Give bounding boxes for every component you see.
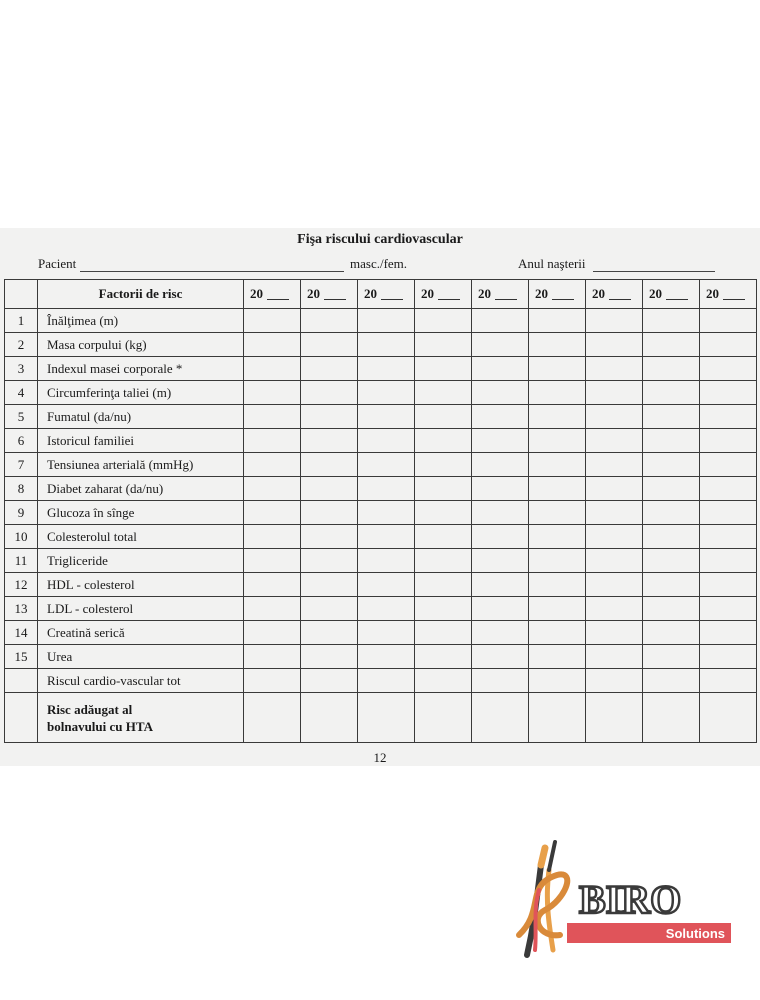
- value-cell[interactable]: [472, 597, 529, 621]
- table-row: [5, 693, 757, 743]
- table-row: [5, 405, 757, 429]
- value-cell[interactable]: [244, 525, 301, 549]
- value-cell[interactable]: [301, 501, 358, 525]
- value-cell[interactable]: [415, 573, 472, 597]
- value-cell[interactable]: [529, 621, 586, 645]
- value-cell[interactable]: [244, 405, 301, 429]
- value-cell[interactable]: [415, 525, 472, 549]
- value-cell[interactable]: [244, 693, 301, 743]
- row-number: 5: [5, 405, 38, 429]
- value-cell[interactable]: [529, 453, 586, 477]
- value-cell[interactable]: [472, 357, 529, 381]
- risk-factor-label: Istoricul familiei: [38, 429, 244, 453]
- risk-factor-label: Circumferinţa taliei (m): [38, 381, 244, 405]
- value-cell[interactable]: [301, 309, 358, 333]
- value-cell[interactable]: [415, 549, 472, 573]
- value-cell[interactable]: [700, 669, 757, 693]
- value-cell[interactable]: [529, 357, 586, 381]
- value-cell[interactable]: [301, 573, 358, 597]
- value-cell[interactable]: [472, 621, 529, 645]
- value-cell[interactable]: [586, 405, 643, 429]
- value-cell[interactable]: [472, 525, 529, 549]
- table-row: [5, 597, 757, 621]
- value-cell[interactable]: [700, 645, 757, 669]
- value-cell[interactable]: [415, 309, 472, 333]
- value-cell[interactable]: [700, 453, 757, 477]
- risk-factor-label: Fumatul (da/nu): [38, 405, 244, 429]
- value-cell[interactable]: [301, 525, 358, 549]
- value-cell[interactable]: [472, 669, 529, 693]
- value-cell[interactable]: [301, 453, 358, 477]
- value-cell[interactable]: [700, 597, 757, 621]
- table-header-row: [5, 280, 757, 309]
- value-cell[interactable]: [358, 477, 415, 501]
- row-number: 3: [5, 357, 38, 381]
- value-cell[interactable]: [415, 405, 472, 429]
- value-cell[interactable]: [301, 549, 358, 573]
- table-row: [5, 357, 757, 381]
- year-blank-line: [666, 299, 688, 300]
- value-cell[interactable]: [586, 309, 643, 333]
- value-cell[interactable]: [472, 381, 529, 405]
- row-number: 4: [5, 381, 38, 405]
- table-row: [5, 309, 757, 333]
- value-cell[interactable]: [301, 621, 358, 645]
- year-column-header: [472, 280, 529, 309]
- value-cell[interactable]: [586, 525, 643, 549]
- header-number-cell: [5, 280, 38, 309]
- value-cell[interactable]: [301, 429, 358, 453]
- value-cell[interactable]: [700, 429, 757, 453]
- value-cell[interactable]: [301, 645, 358, 669]
- factors-header: Factorii de risc: [38, 280, 244, 309]
- value-cell[interactable]: [415, 333, 472, 357]
- value-cell[interactable]: [415, 429, 472, 453]
- value-cell[interactable]: [358, 429, 415, 453]
- row-number: 15: [5, 645, 38, 669]
- value-cell[interactable]: [643, 477, 700, 501]
- value-cell[interactable]: [472, 429, 529, 453]
- value-cell[interactable]: [358, 525, 415, 549]
- value-cell[interactable]: [244, 669, 301, 693]
- value-cell[interactable]: [529, 645, 586, 669]
- value-cell[interactable]: [358, 381, 415, 405]
- value-cell[interactable]: [244, 621, 301, 645]
- value-cell[interactable]: [244, 429, 301, 453]
- row-number: 11: [5, 549, 38, 573]
- value-cell[interactable]: [643, 357, 700, 381]
- value-cell[interactable]: [643, 381, 700, 405]
- value-cell[interactable]: [358, 501, 415, 525]
- value-cell[interactable]: [415, 477, 472, 501]
- row-number: 14: [5, 621, 38, 645]
- year-blank-line: [609, 299, 631, 300]
- value-cell[interactable]: [586, 549, 643, 573]
- year-prefix: 20: [592, 286, 605, 301]
- year-column-header: [358, 280, 415, 309]
- value-cell[interactable]: [586, 453, 643, 477]
- year-column-header: [586, 280, 643, 309]
- value-cell[interactable]: [529, 597, 586, 621]
- value-cell[interactable]: [358, 645, 415, 669]
- logo-subtext: Solutions: [665, 926, 725, 941]
- risk-factor-label: Colesterolul total: [38, 525, 244, 549]
- value-cell[interactable]: [301, 477, 358, 501]
- value-cell[interactable]: [586, 501, 643, 525]
- patient-label: Pacient: [38, 256, 77, 271]
- value-cell[interactable]: [415, 645, 472, 669]
- hta-risk-label-line2: bolnavului cu HTA: [47, 718, 153, 734]
- value-cell[interactable]: [529, 693, 586, 743]
- risk-factor-label: Creatină serică: [38, 621, 244, 645]
- value-cell[interactable]: [358, 333, 415, 357]
- value-cell[interactable]: [301, 381, 358, 405]
- value-cell[interactable]: [643, 645, 700, 669]
- year-blank-line: [552, 299, 574, 300]
- row-number: 9: [5, 501, 38, 525]
- value-cell[interactable]: [643, 333, 700, 357]
- year-prefix: 20: [649, 286, 662, 301]
- value-cell[interactable]: [700, 309, 757, 333]
- value-cell[interactable]: [472, 309, 529, 333]
- value-cell[interactable]: [301, 357, 358, 381]
- table-row: [5, 549, 757, 573]
- year-column-header: [529, 280, 586, 309]
- value-cell[interactable]: [358, 573, 415, 597]
- table-row: [5, 333, 757, 357]
- year-blank-line: [438, 299, 460, 300]
- value-cell[interactable]: [700, 357, 757, 381]
- risk-factor-label: Indexul masei corporale *: [38, 357, 244, 381]
- value-cell[interactable]: [244, 453, 301, 477]
- value-cell[interactable]: [472, 549, 529, 573]
- value-cell[interactable]: [415, 693, 472, 743]
- value-cell[interactable]: [529, 429, 586, 453]
- value-cell[interactable]: [358, 357, 415, 381]
- risk-factor-label: HDL - colesterol: [38, 573, 244, 597]
- value-cell[interactable]: [643, 405, 700, 429]
- row-number: 6: [5, 429, 38, 453]
- value-cell[interactable]: [358, 597, 415, 621]
- value-cell[interactable]: [586, 693, 643, 743]
- value-cell[interactable]: [586, 645, 643, 669]
- value-cell[interactable]: [415, 621, 472, 645]
- risk-factor-label: Diabet zaharat (da/nu): [38, 477, 244, 501]
- value-cell[interactable]: [529, 525, 586, 549]
- table-row: [5, 429, 757, 453]
- value-cell[interactable]: [358, 693, 415, 743]
- row-number: [5, 693, 38, 743]
- value-cell[interactable]: [586, 381, 643, 405]
- birth-year-label: Anul naşterii: [518, 256, 586, 271]
- year-blank-line: [324, 299, 346, 300]
- value-cell[interactable]: [244, 309, 301, 333]
- table-row: [5, 669, 757, 693]
- risk-factor-label: Glucoza în sînge: [38, 501, 244, 525]
- risk-factor-label: Tensiunea arterială (mmHg): [38, 453, 244, 477]
- paintbrush-icon: [519, 842, 567, 955]
- value-cell[interactable]: [301, 669, 358, 693]
- value-cell[interactable]: [244, 573, 301, 597]
- value-cell[interactable]: [244, 381, 301, 405]
- value-cell[interactable]: [472, 453, 529, 477]
- value-cell[interactable]: [700, 405, 757, 429]
- value-cell[interactable]: [529, 381, 586, 405]
- year-column-header: [700, 280, 757, 309]
- row-number: 10: [5, 525, 38, 549]
- value-cell[interactable]: [301, 693, 358, 743]
- table-row: [5, 573, 757, 597]
- value-cell[interactable]: [529, 309, 586, 333]
- form-title: Fişa riscului cardiovascular: [297, 232, 463, 247]
- year-blank-line: [267, 299, 289, 300]
- table-row: [5, 453, 757, 477]
- value-cell[interactable]: [301, 333, 358, 357]
- value-cell[interactable]: [643, 429, 700, 453]
- value-cell[interactable]: [358, 621, 415, 645]
- row-number: 7: [5, 453, 38, 477]
- value-cell[interactable]: [700, 477, 757, 501]
- value-cell[interactable]: [244, 501, 301, 525]
- value-cell[interactable]: [700, 381, 757, 405]
- risk-factor-label: LDL - colesterol: [38, 597, 244, 621]
- year-prefix: 20: [250, 286, 263, 301]
- value-cell[interactable]: [472, 477, 529, 501]
- value-cell[interactable]: [529, 669, 586, 693]
- value-cell[interactable]: [586, 333, 643, 357]
- value-cell[interactable]: [472, 693, 529, 743]
- table-row: [5, 381, 757, 405]
- table-row: [5, 645, 757, 669]
- value-cell[interactable]: [301, 597, 358, 621]
- table-row: [5, 621, 757, 645]
- value-cell[interactable]: [700, 501, 757, 525]
- value-cell[interactable]: [586, 573, 643, 597]
- value-cell[interactable]: [643, 621, 700, 645]
- value-cell[interactable]: [643, 597, 700, 621]
- row-number: 1: [5, 309, 38, 333]
- year-prefix: 20: [478, 286, 491, 301]
- value-cell[interactable]: [700, 621, 757, 645]
- value-cell[interactable]: [472, 501, 529, 525]
- table-row: [5, 477, 757, 501]
- hta-risk-label: [38, 693, 244, 743]
- value-cell[interactable]: [643, 693, 700, 743]
- value-cell[interactable]: [244, 333, 301, 357]
- value-cell[interactable]: [643, 525, 700, 549]
- year-column-header: [301, 280, 358, 309]
- value-cell[interactable]: [529, 501, 586, 525]
- value-cell[interactable]: [244, 357, 301, 381]
- value-cell[interactable]: [700, 333, 757, 357]
- value-cell[interactable]: [244, 549, 301, 573]
- year-prefix: 20: [421, 286, 434, 301]
- hta-risk-label-line1: Risc adăugat al: [47, 701, 133, 717]
- year-prefix: 20: [706, 286, 719, 301]
- year-prefix: 20: [364, 286, 377, 301]
- value-cell[interactable]: [244, 597, 301, 621]
- logo-text: BIRO: [579, 877, 682, 922]
- value-cell[interactable]: [472, 405, 529, 429]
- value-cell[interactable]: [643, 453, 700, 477]
- risk-factor-label: Urea: [38, 645, 244, 669]
- value-cell[interactable]: [586, 357, 643, 381]
- value-cell[interactable]: [586, 429, 643, 453]
- table-row: [5, 525, 757, 549]
- value-cell[interactable]: [529, 477, 586, 501]
- patient-field-line: [80, 271, 344, 272]
- value-cell[interactable]: [529, 333, 586, 357]
- birth-year-field-line: [593, 271, 715, 272]
- year-prefix: 20: [535, 286, 548, 301]
- value-cell[interactable]: [586, 669, 643, 693]
- risk-factor-label: Trigliceride: [38, 549, 244, 573]
- year-prefix: 20: [307, 286, 320, 301]
- year-blank-line: [723, 299, 745, 300]
- value-cell[interactable]: [700, 573, 757, 597]
- value-cell[interactable]: [586, 621, 643, 645]
- value-cell[interactable]: [244, 645, 301, 669]
- row-number: [5, 669, 38, 693]
- value-cell[interactable]: [415, 357, 472, 381]
- page-number: 12: [373, 750, 387, 765]
- value-cell[interactable]: [700, 693, 757, 743]
- value-cell[interactable]: [358, 453, 415, 477]
- value-cell[interactable]: [700, 549, 757, 573]
- value-cell[interactable]: [643, 501, 700, 525]
- row-number: 2: [5, 333, 38, 357]
- risk-factors-table: [4, 279, 757, 743]
- value-cell[interactable]: [415, 597, 472, 621]
- value-cell[interactable]: [586, 597, 643, 621]
- value-cell[interactable]: [643, 549, 700, 573]
- value-cell[interactable]: [244, 477, 301, 501]
- value-cell[interactable]: [529, 573, 586, 597]
- value-cell[interactable]: [415, 381, 472, 405]
- value-cell[interactable]: [643, 309, 700, 333]
- value-cell[interactable]: [358, 549, 415, 573]
- value-cell[interactable]: [358, 309, 415, 333]
- value-cell[interactable]: [415, 453, 472, 477]
- value-cell[interactable]: [301, 405, 358, 429]
- biro-solutions-logo: [505, 840, 745, 965]
- value-cell[interactable]: [472, 573, 529, 597]
- risk-factor-label: Riscul cardio-vascular tot: [38, 669, 244, 693]
- value-cell[interactable]: [643, 573, 700, 597]
- value-cell[interactable]: [700, 525, 757, 549]
- value-cell[interactable]: [529, 549, 586, 573]
- value-cell[interactable]: [358, 669, 415, 693]
- year-column-header: [244, 280, 301, 309]
- sex-label: masc./fem.: [350, 256, 408, 271]
- row-number: 12: [5, 573, 38, 597]
- year-column-header: [415, 280, 472, 309]
- value-cell[interactable]: [472, 333, 529, 357]
- year-blank-line: [381, 299, 403, 300]
- value-cell[interactable]: [415, 501, 472, 525]
- year-blank-line: [495, 299, 517, 300]
- value-cell[interactable]: [358, 405, 415, 429]
- risk-factor-label: Masa corpului (kg): [38, 333, 244, 357]
- year-column-header: [643, 280, 700, 309]
- row-number: 8: [5, 477, 38, 501]
- row-number: 13: [5, 597, 38, 621]
- risk-factor-label: Înălţimea (m): [38, 309, 244, 333]
- value-cell[interactable]: [529, 405, 586, 429]
- value-cell[interactable]: [415, 669, 472, 693]
- table-row: [5, 501, 757, 525]
- value-cell[interactable]: [472, 645, 529, 669]
- value-cell[interactable]: [586, 477, 643, 501]
- value-cell[interactable]: [643, 669, 700, 693]
